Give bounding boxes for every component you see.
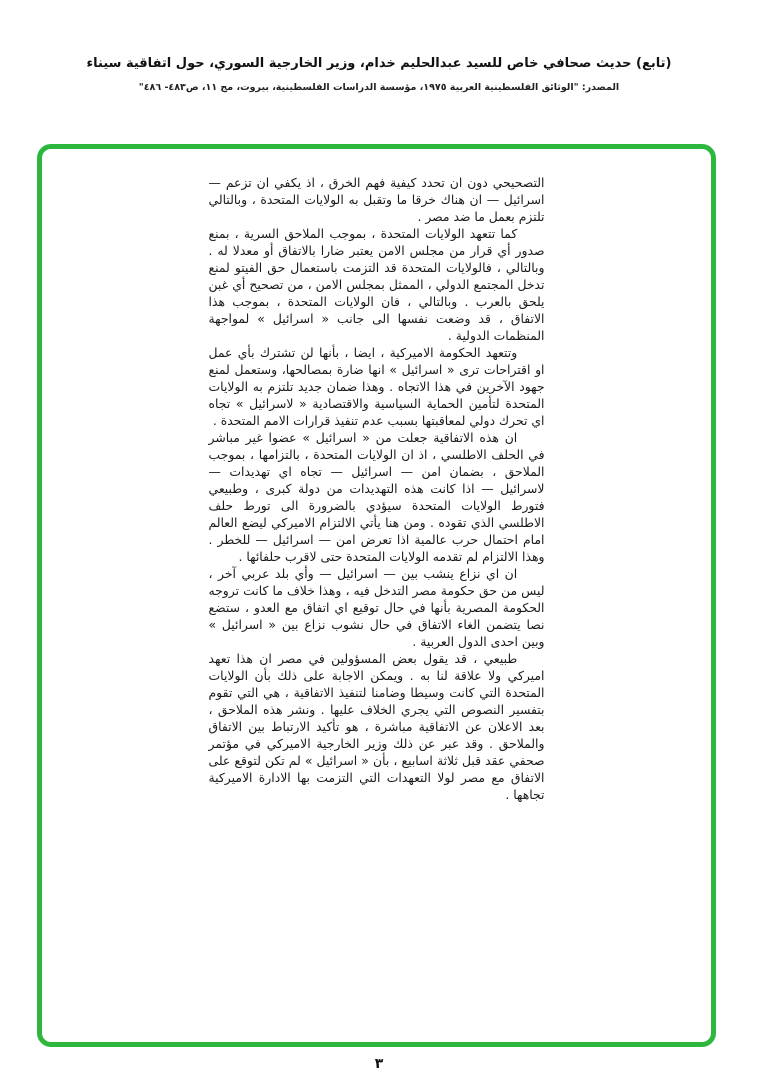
paragraph: ان هذه الاتفاقية جعلت من « اسرائيل » عضوا غير مباشر في الحلف الاطلسي ، اذ ان الولايات المتحدة ، بالتزامها ، بموجب الملاحق ، بضمان امن — اسرائيل — تجاه اي تهديدات — لاسرائيل — اذا كانت هذه التهديدات من دولة كبرى ، وطبيعي فتورط الولايات المتحدة سيؤدي بالضرورة الى تورط حلف الاطلسي الذي تقوده . ومن هنا يأتي الالتزام الاميركي ليضع العالم امام احتمال حرب عالمية اذا تعرض امن — اسرائيل — للخطر . وهذا الالتزام لم تقدمه الولايات المتحدة حتى لاقرب حلفائها . — [208, 430, 545, 564]
paragraph: طبيعي ، قد يقول بعض المسؤولين في مصر ان هذا تعهد اميركي ولا علاقة لنا به . ويمكن الاجابة على ذلك بأن الولايات المتحدة التي كانت وسيطا وضامنا لتنفيذ الاتفاقية ، هي التي تقوم بتفسير النصوص التي يجري الخلاف عليها . ونشر هذه الملاحق ، بعد الاعلان عن الاتفاقية مباشرة ، هو تأكيد الارتباط بين الاتفاق والملاحق . وقد عبر عن ذلك وزير الخارجية الاميركي في مؤتمر صحفي عقد قبل ثلاثة اسابيع ، بأن « اسرائيل » لم تكن لتوقع على الاتفاق مع مصر لولا التعهدات التي التزمت بها الادارة الاميركية تجاهها . — [208, 651, 545, 802]
page-number: ٣ — [374, 1056, 384, 1072]
document-title: (تابع) حديث صحافي خاص للسيد عبدالحليم خدام، وزير الخارجية السوري، حول اتفاقية سيناء — [86, 56, 672, 71]
paragraph: وتتعهد الحكومة الاميركية ، ايضا ، بأنها لن تشترك بأي عمل او اقتراحات ترى « اسرائيل » انها ضارة بمصالحها، وستعمل لمنع جهود الآخرين في هذا الاتجاه . وهذا ضمان جديد تلتزم به الولايات المتحدة لتأمين الحماية السياسية والاقتصادية « لاسرائيل » تجاه اي تحرك دولي لمعاقبتها بسبب عدم تنفيذ قرارات الامم المتحدة . — [208, 345, 545, 428]
paragraph: التصحيحي دون ان تحدد كيفية فهم الخرق ، اذ يكفي ان تزعم — اسرائيل — ان هناك خرقا ما وتقبل به الولايات المتحدة ، وبالتالي تلتزم بعمل ما ضد مصر . — [208, 175, 545, 224]
paragraph: ان اي نزاع ينشب بين — اسرائيل — وأي بلد عربي آخر ، ليس من حق حكومة مصر التدخل فيه ، وهذا خلاف ما كانت تروجه الحكومة المصرية بأنها في حال توقيع اي اتفاق مع العدو ، ستضع نصا يتضمن الغاء الاتفاق في حال نشوب نزاع بين « اسرائيل » وبين احدى الدول العربية . — [208, 566, 545, 649]
paragraph: كما تتعهد الولايات المتحدة ، بموجب الملاحق السرية ، بمنع صدور أي قرار من مجلس الامن يعتبر ضارا بالاتفاق أو معدلا له . وبالتالي ، فالولايات المتحدة قد التزمت باستعمال حق الفيتو لمنع تدخل المجتمع الدولي ، الممثل بمجلس الامن ، من تصحيح أي غبن يلحق بالعرب . وبالتالي ، فان الولايات المتحدة ، بموجب هذا الاتفاق ، قد وضعت نفسها الى جانب « اسرائيل » لمواجهة المنظمات الدولية . — [208, 226, 545, 343]
body-text — [209, 174, 545, 803]
source-line: المصدر: "الوثائق الفلسطينية العربية ١٩٧٥، مؤسسة الدراسات الفلسطينية، بيروت، مج ١١، ص٤٨٣- ٤٨٦" — [138, 82, 620, 93]
document-header — [0, 56, 758, 93]
content-frame — [37, 144, 716, 1047]
